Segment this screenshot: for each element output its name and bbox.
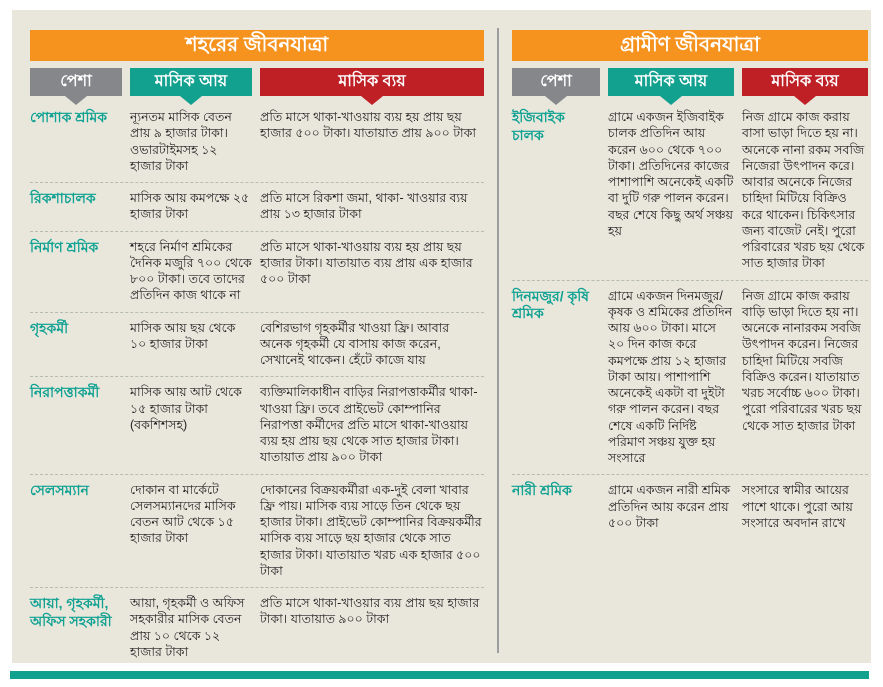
urban-col-occupation-label: পেশা — [60, 73, 92, 90]
income-cell: আয়া, গৃহকর্মী ও অফিস সহকারীর মাসিক বেতন প্রায় ১০ থেকে ১২ হাজার টাকা — [130, 596, 245, 659]
expense-cell: সংসারে স্বামীর আয়ের পাশে থাকে। পুরো আয় সংসারে অবদান রাখে — [742, 483, 853, 530]
income-cell: গ্রামে একজন নারী শ্রমিক প্রতিদিন আয় করেন প্রায় ৫০০ টাকা — [608, 483, 731, 530]
income-cell: শহরে নির্মাণ শ্রমিকের দৈনিক মজুরি ৭০০ থেকে ৮০০ টাকা। তবে তাদের প্রতিদিন কাজ থাকে না — [130, 239, 252, 303]
income-cell: গ্রামে একজন দিনমজুর/কৃষক ও শ্রমিকের প্রতিদিন আয় ৬০০ টাকা। মাসে ২০ দিন কাজ করে কমপক্ষে প্রায় ১২ হাজার টাকা আয়। পাশাপাশি অনেকেই একটা বা দুইটা গরু পালন করেন। বছর শেষে একটি নির্দিষ্ট পরিমাণ সঞ্চয় যুক্ত হয় সংসারে — [608, 288, 733, 465]
rural-col-occupation — [512, 68, 600, 96]
occupation-cell: সেলসম্যান — [30, 481, 89, 498]
table-row — [512, 109, 868, 280]
occupation-cell: রিকশাচালক — [30, 190, 96, 206]
table-row — [30, 376, 484, 473]
expense-cell: নিজ গ্রামে কাজ করায় বাড়ি ভাড়া দিতে হয় না। অনেকে নানারকম সবজি উৎপাদন করেন। নিজের চাহিদা মিটিয়ে সবজি বিক্রিও করেন। যাতায়াত খরচ সর্বোচ্চ ৬০০ টাকা। পুরো পরিবারের খরচ ছয় থেকে সাত হাজার টাকা — [742, 288, 862, 433]
occupation-cell: নারী শ্রমিক — [512, 482, 572, 499]
table-row — [512, 474, 868, 539]
table-row — [512, 280, 868, 475]
table-row — [30, 587, 484, 663]
occupation-cell: আয়া, গৃহকর্মী, অফিস সহকারী — [30, 595, 112, 629]
urban-col-occupation — [30, 68, 122, 96]
income-cell: গ্রামে একজন ইজিবাইক চালক প্রতিদিন আয় করেন ৬০০ থেকে ৭০০ টাকা। প্রতিদিনের কাজের পাশাপাশি অনেকেই একটি বা দুটি গরু পালন করেন। বছর শেষে কিছু অর্থ সঞ্চয় হয় — [608, 110, 734, 238]
rural-col-income — [608, 68, 734, 96]
expense-cell: প্রতি মাসে থাকা-খাওয়ায় ব্যয় হয় প্রায় ছয় হাজার ৫০০ টাকা। যাতায়াত প্রায় ৯০০ টাকা — [260, 110, 477, 141]
expense-cell: প্রতি মাসে থাকা-খাওয়ার ব্যয় প্রায় ছয় হাজার টাকা। যাতায়াত ৯০০ টাকা — [260, 596, 480, 627]
table-row — [30, 182, 484, 231]
expense-cell: প্রতি মাসে থাকা-খাওয়ায় ব্যয় হয় প্রায় ছয় হাজার টাকা। যাতায়াত ব্যয় প্রায় এক হাজার ৫০০ টাকা — [260, 239, 473, 286]
rural-rows — [512, 109, 868, 539]
urban-panel-title: শহরের জীবনযাত্রা — [30, 30, 484, 61]
pointer-down-icon — [180, 96, 202, 105]
income-cell: দোকান বা মার্কেটে সেলসম্যানদের মাসিক বেতন আট থেকে ১৫ হাজার টাকা — [130, 482, 236, 546]
rural-col-expense-label: মাসিক ব্যয় — [771, 73, 839, 90]
expense-cell: প্রতি মাসে রিকশা জমা, থাকা- খাওয়ার ব্যয় প্রায় ১৩ হাজার টাকা — [260, 191, 468, 222]
expense-cell: ব্যক্তিমালিকাধীন বাড়ির নিরাপত্তাকর্মীর থাকা-খাওয়া ফ্রি। তবে প্রাইভেট কোম্পানির নিরাপত্তা কর্মীদের প্রতি মাসে থাকা-খাওয়ায় ব্যয় হয় প্রায় ছয় থেকে সাত হাজার টাকা। যাতায়াত প্রায় ৯০০ টাকা — [260, 385, 478, 465]
urban-col-expense-label: মাসিক ব্যয় — [338, 73, 406, 90]
urban-col-income-label: মাসিক আয় — [154, 73, 228, 90]
rural-panel-title: গ্রামীণ জীবনযাত্রা — [512, 30, 868, 61]
pointer-down-icon — [65, 96, 87, 105]
rural-col-expense — [742, 68, 868, 96]
urban-column-headers — [30, 68, 484, 96]
income-cell: মাসিক আয় ছয় থেকে ১০ হাজার টাকা — [130, 320, 236, 351]
rural-col-occupation-label: পেশা — [540, 73, 572, 90]
content-board — [12, 10, 871, 663]
pointer-down-icon — [361, 96, 383, 105]
rural-col-income-label: মাসিক আয় — [634, 73, 708, 90]
income-cell: মাসিক আয় আট থেকে ১৫ হাজার টাকা (বকশিশসহ) — [130, 385, 242, 432]
pointer-down-icon — [794, 96, 816, 105]
urban-col-expense — [260, 68, 484, 96]
expense-cell: দোকানের বিক্রয়কর্মীরা এক-দুই বেলা খাবার ফ্রি পায়। মাসিক ব্যয় সাড়ে তিন থেকে ছয় হাজার টাকা। প্রাইভেট কোম্পানির বিক্রয়কর্মীর মাসিক ব্যয় সাড়ে ছয় হাজার থেকে সাত হাজার টাকা। যাতায়াত খরচ এক হাজার ৫০০ টাকা — [260, 482, 482, 578]
occupation-cell: দিনমজুর/ কৃষি শ্রমিক — [512, 287, 590, 322]
urban-col-income — [130, 68, 252, 96]
income-cell: ন্যূনতম মাসিক বেতন প্রায় ৯ হাজার টাকা। ওভারটাইমসহ ১২ হাজার টাকা — [130, 110, 232, 173]
table-row — [30, 312, 484, 377]
occupation-cell: গৃহকর্মী — [30, 319, 69, 336]
panel-divider — [497, 28, 499, 653]
urban-panel — [30, 30, 484, 663]
expense-cell: নিজ গ্রামে কাজ করায় বাসা ভাড়া দিতে হয় না। অনেকে নানা রকম সবজি নিজেরা উৎপাদন করে। আবার অনেকে নিজের চাহিদা মিটিয়ে বিক্রিও করে থাকেন। চিকিৎসার জন্য বাজেট নেই। পুরো পরিবারের খরচ ছয় থেকে সাত হাজার টাকা — [742, 110, 865, 271]
rural-column-headers — [512, 68, 868, 96]
pointer-down-icon — [545, 96, 567, 105]
occupation-cell: নির্মাণ শ্রমিক — [30, 238, 99, 255]
table-row — [30, 109, 484, 182]
income-cell: মাসিক আয় কমপক্ষে ২৫ হাজার টাকা — [130, 191, 250, 222]
pointer-down-icon — [660, 96, 682, 105]
table-row — [30, 231, 484, 312]
occupation-cell: নিরাপত্তাকর্মী — [30, 384, 100, 401]
bottom-accent-bar — [10, 671, 869, 679]
occupation-cell: পোশাক শ্রমিক — [30, 109, 108, 125]
table-row — [30, 474, 484, 588]
urban-rows — [30, 109, 484, 663]
rural-panel — [512, 30, 868, 539]
occupation-cell: ইজিবাইক চালক — [512, 109, 565, 143]
expense-cell: বেশিরভাগ গৃহকর্মীর খাওয়া ফ্রি। আবার অনেক গৃহকর্মী যে বাসায় কাজ করেন, সেখানেই থাকেন। হেঁটে কাজে যায় — [260, 320, 450, 367]
